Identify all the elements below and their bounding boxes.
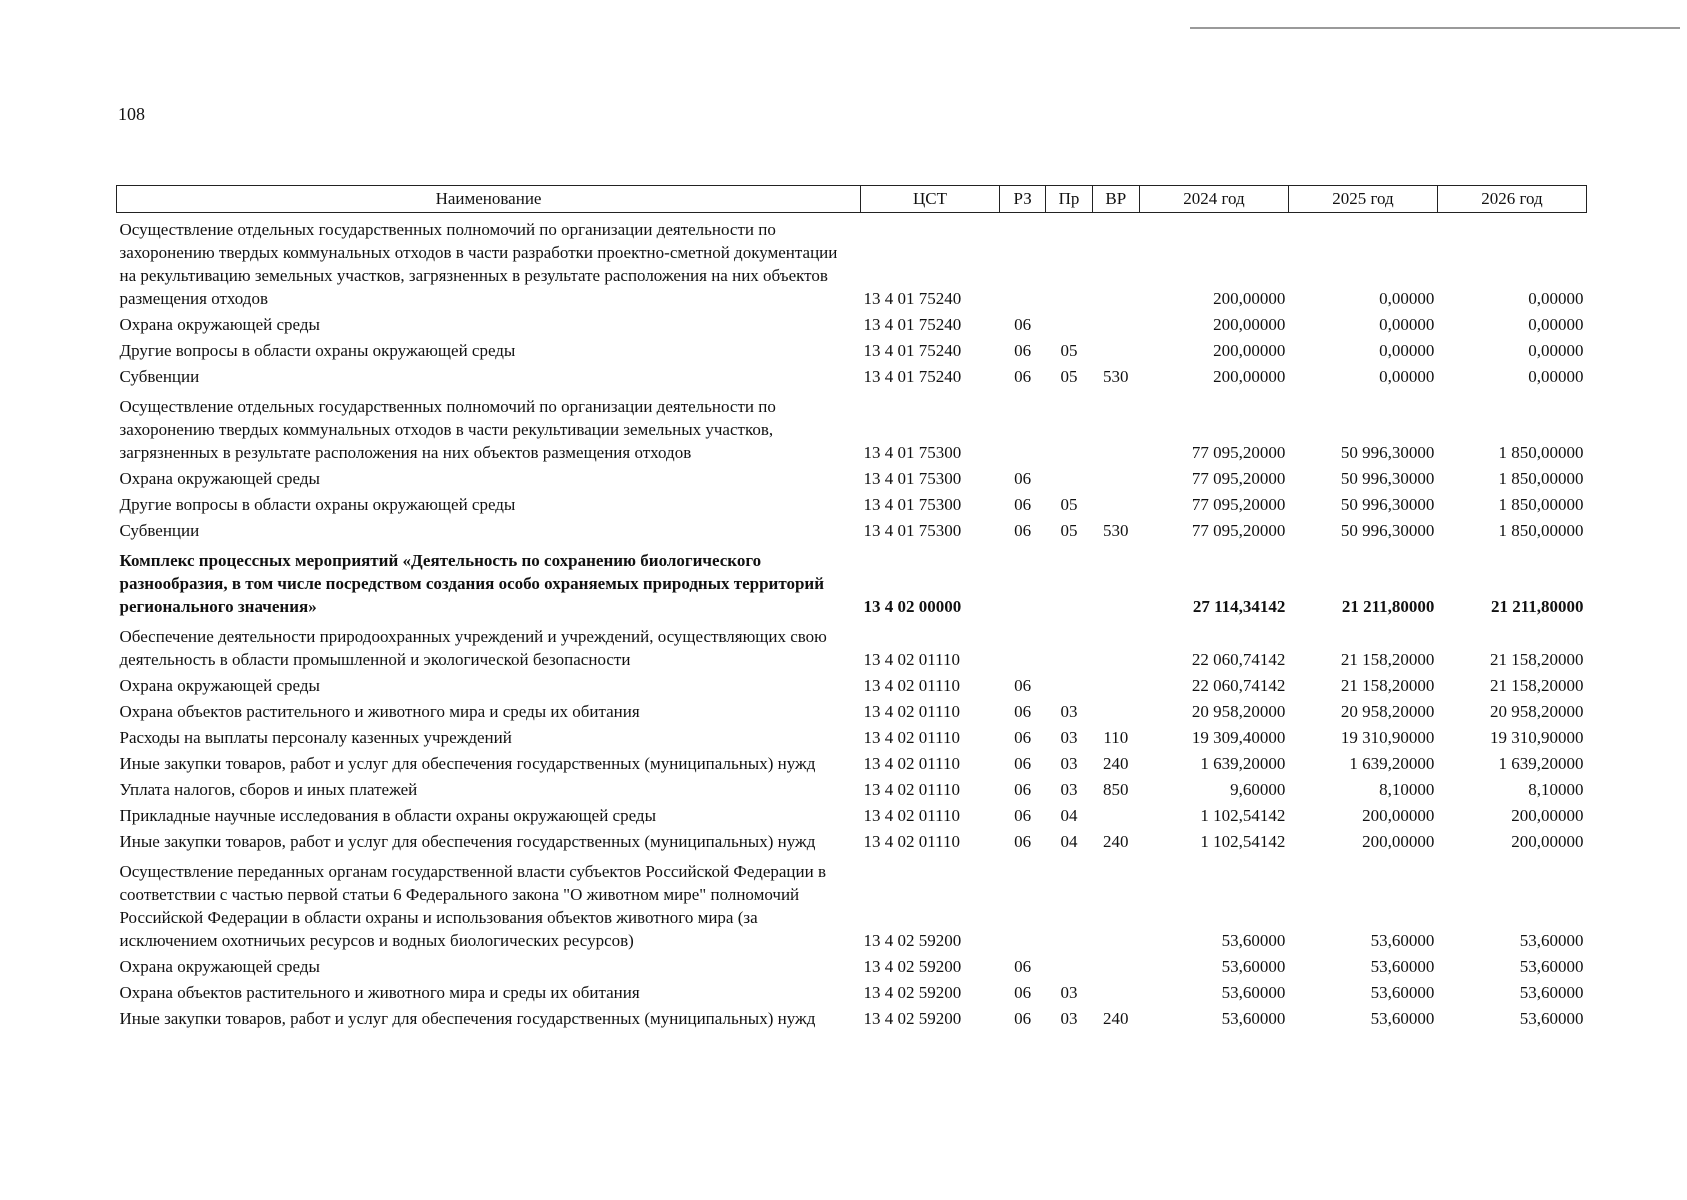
cell-cst: 13 4 02 01110 [863,702,961,721]
cell-cst: 13 4 02 00000 [863,597,962,616]
cell-2026: 1 639,20000 [1498,754,1584,773]
cell-rz: 06 [1014,832,1032,851]
cell-vr [1092,803,1139,829]
cell-pr [1046,466,1092,492]
cell-2025: 50 996,30000 [1340,443,1435,462]
cell-2025: 8,10000 [1379,780,1435,799]
cell-cst: 13 4 01 75240 [863,367,962,386]
table-row [117,829,1587,855]
cell-2024: 200,00000 [1213,289,1286,308]
header-pr: Пр [1046,186,1092,213]
header-2025: 2025 год [1288,186,1437,213]
cell-cst: 13 4 02 01110 [863,650,961,669]
cell-name: Охрана объектов растительного и животного мира и среды их обитания [119,983,640,1002]
cell-2025: 200,00000 [1362,832,1435,851]
header-2024: 2024 год [1139,186,1288,213]
table-row [117,544,1587,620]
cell-pr: 03 [1060,754,1078,773]
cell-rz: 06 [1014,521,1032,540]
cell-vr [1092,544,1139,620]
table-row [117,364,1587,390]
cell-2026: 0,00000 [1528,289,1584,308]
cell-2026: 1 850,00000 [1498,443,1584,462]
cell-name: Субвенции [119,367,200,386]
cell-pr [1046,673,1092,699]
cell-vr [1092,699,1139,725]
cell-2026: 53,60000 [1519,931,1584,950]
cell-name: Расходы на выплаты персоналу казенных учреждений [119,728,512,747]
table-header-row [117,186,1587,213]
cell-rz [999,620,1045,673]
table-row [117,980,1587,1006]
cell-vr [1092,338,1139,364]
cell-vr [1092,466,1139,492]
table-row [117,803,1587,829]
table-row [117,390,1587,466]
cell-vr [1092,492,1139,518]
cell-2026: 53,60000 [1519,983,1584,1002]
cell-pr [1046,620,1092,673]
cell-2026: 200,00000 [1511,832,1584,851]
cell-vr: 850 [1103,780,1129,799]
cell-name: Субвенции [119,521,200,540]
cell-pr: 03 [1060,983,1078,1002]
cell-rz [999,213,1045,313]
cell-2024: 200,00000 [1213,341,1286,360]
cell-vr [1092,213,1139,313]
cell-2026: 53,60000 [1519,957,1584,976]
cell-2024: 22 060,74142 [1191,650,1286,669]
cell-2026: 20 958,20000 [1490,702,1584,721]
cell-cst: 13 4 02 01110 [863,780,961,799]
cell-2026: 1 850,00000 [1498,521,1584,540]
cell-name: Другие вопросы в области охраны окружающей среды [119,341,516,360]
cell-2026: 1 850,00000 [1498,495,1584,514]
cell-2024: 19 309,40000 [1191,728,1286,747]
cell-pr: 03 [1060,780,1078,799]
cell-2026: 53,60000 [1519,1009,1584,1028]
cell-2025: 20 958,20000 [1340,702,1435,721]
cell-rz: 06 [1014,702,1032,721]
cell-pr [1046,390,1092,466]
cell-name: Уплата налогов, сборов и иных платежей [119,780,418,799]
cell-2024: 77 095,20000 [1191,443,1286,462]
cell-pr: 05 [1060,367,1078,386]
cell-2024: 9,60000 [1230,780,1286,799]
cell-2025: 50 996,30000 [1340,521,1435,540]
cell-rz: 06 [1014,469,1032,488]
cell-vr [1092,855,1139,954]
cell-vr [1092,620,1139,673]
cell-cst: 13 4 02 59200 [863,931,962,950]
cell-rz: 06 [1014,315,1032,334]
cell-name: Охрана объектов растительного и животного мира и среды их обитания [119,702,640,721]
cell-cst: 13 4 01 75300 [863,443,962,462]
cell-rz [999,855,1045,954]
table-row [117,777,1587,803]
cell-name: Иные закупки товаров, работ и услуг для обеспечения государственных (муниципальных) нужд [119,1009,816,1028]
cell-rz: 06 [1014,1009,1032,1028]
cell-name: Иные закупки товаров, работ и услуг для обеспечения государственных (муниципальных) нужд [119,832,816,851]
cell-2025: 19 310,90000 [1340,728,1435,747]
cell-2025: 0,00000 [1379,289,1435,308]
header-2026: 2026 год [1437,186,1586,213]
cell-2025: 0,00000 [1379,315,1435,334]
table-body [117,213,1587,1033]
cell-2024: 53,60000 [1221,983,1286,1002]
table-row [117,518,1587,544]
cell-name: Иные закупки товаров, работ и услуг для обеспечения государственных (муниципальных) нужд [119,754,816,773]
cell-2025: 200,00000 [1362,806,1435,825]
cell-pr: 03 [1060,1009,1078,1028]
cell-cst: 13 4 02 01110 [863,806,961,825]
cell-2026: 21 158,20000 [1490,650,1584,669]
cell-vr: 240 [1103,832,1129,851]
cell-2025: 53,60000 [1370,1009,1435,1028]
table-row [117,213,1587,313]
cell-cst: 13 4 02 01110 [863,832,961,851]
cell-rz: 06 [1014,728,1032,747]
cell-vr [1092,980,1139,1006]
cell-2024: 22 060,74142 [1191,676,1286,695]
cell-name: Обеспечение деятельности природоохранных учреждений и учреждений, осуществляющих свою деятельность в области промышленной и экологической безопасности [119,627,827,669]
cell-pr: 03 [1060,702,1078,721]
cell-name: Осуществление отдельных государственных полномочий по организации деятельности по захоронению твердых коммунальных отходов в части разработки проектно-сметной документации на рекультивацию земельных участков, загрязненных в результате расположения на них объектов размещения отходов [119,220,838,308]
cell-cst: 13 4 01 75300 [863,521,962,540]
cell-2024: 200,00000 [1213,315,1286,334]
page-number: 108 [118,104,145,124]
cell-2025: 21 158,20000 [1340,676,1435,695]
cell-pr: 04 [1060,806,1078,825]
table-row [117,466,1587,492]
cell-rz: 06 [1014,495,1032,514]
cell-name: Охрана окружающей среды [119,676,320,695]
table-row [117,855,1587,954]
cell-pr [1046,855,1092,954]
cell-rz: 06 [1014,983,1032,1002]
cell-cst: 13 4 01 75300 [863,469,962,488]
cell-2026: 0,00000 [1528,367,1584,386]
cell-rz: 06 [1014,341,1032,360]
header-rz: РЗ [999,186,1045,213]
cell-name: Прикладные научные исследования в области охраны окружающей среды [119,806,656,825]
cell-vr: 530 [1103,521,1129,540]
cell-2024: 1 102,54142 [1200,806,1286,825]
cell-2026: 21 211,80000 [1490,597,1584,616]
cell-cst: 13 4 01 75240 [863,315,962,334]
cell-vr: 240 [1103,1009,1129,1028]
cell-rz: 06 [1014,754,1032,773]
cell-2025: 1 639,20000 [1349,754,1435,773]
cell-vr: 240 [1103,754,1129,773]
header-name: Наименование [117,186,861,213]
cell-2024: 200,00000 [1213,367,1286,386]
cell-vr [1092,673,1139,699]
cell-rz: 06 [1014,780,1032,799]
cell-2026: 1 850,00000 [1498,469,1584,488]
cell-cst: 13 4 02 59200 [863,1009,962,1028]
cell-2024: 1 102,54142 [1200,832,1286,851]
cell-rz [999,390,1045,466]
cell-rz: 06 [1014,367,1032,386]
cell-pr: 05 [1060,495,1078,514]
cell-2025: 21 211,80000 [1341,597,1435,616]
cell-cst: 13 4 02 59200 [863,957,962,976]
cell-pr: 05 [1060,341,1078,360]
cell-pr [1046,544,1092,620]
table-row [117,954,1587,980]
cell-pr: 05 [1060,521,1078,540]
cell-cst: 13 4 01 75240 [863,341,962,360]
budget-table [116,185,1587,1032]
cell-vr: 110 [1103,728,1129,747]
cell-vr: 530 [1103,367,1129,386]
header-vr: ВР [1092,186,1139,213]
cell-2024: 77 095,20000 [1191,469,1286,488]
cell-cst: 13 4 01 75240 [863,289,962,308]
cell-vr [1092,312,1139,338]
table-row [117,1006,1587,1032]
cell-2025: 50 996,30000 [1340,469,1435,488]
cell-2024: 77 095,20000 [1191,521,1286,540]
cell-cst: 13 4 02 59200 [863,983,962,1002]
cell-2026: 200,00000 [1511,806,1584,825]
cell-cst: 13 4 01 75300 [863,495,962,514]
cell-2026: 8,10000 [1528,780,1584,799]
cell-rz: 06 [1014,957,1032,976]
top-scan-rule [1190,27,1680,29]
cell-2025: 0,00000 [1379,341,1435,360]
cell-vr [1092,954,1139,980]
cell-2026: 19 310,90000 [1490,728,1584,747]
cell-2024: 77 095,20000 [1191,495,1286,514]
table-row [117,338,1587,364]
cell-2025: 53,60000 [1370,957,1435,976]
cell-name: Другие вопросы в области охраны окружающей среды [119,495,516,514]
table-row [117,492,1587,518]
cell-2025: 0,00000 [1379,367,1435,386]
table-row [117,673,1587,699]
table-row [117,751,1587,777]
cell-2024: 27 114,34142 [1192,597,1286,616]
cell-2024: 20 958,20000 [1191,702,1286,721]
cell-name: Комплекс процессных мероприятий «Деятельность по сохранению биологического разнообразия, в том числе посредством создания особо охраняемых природных территорий регионального значения» [119,551,825,616]
cell-pr: 03 [1060,728,1078,747]
cell-2026: 21 158,20000 [1490,676,1584,695]
cell-rz: 06 [1014,806,1032,825]
cell-rz [999,544,1045,620]
cell-pr: 04 [1060,832,1078,851]
cell-2024: 53,60000 [1221,957,1286,976]
cell-rz: 06 [1014,676,1032,695]
cell-cst: 13 4 02 01110 [863,676,961,695]
cell-name: Охрана окружающей среды [119,957,320,976]
table-row [117,725,1587,751]
table-row [117,312,1587,338]
cell-2025: 21 158,20000 [1340,650,1435,669]
cell-2024: 1 639,20000 [1200,754,1286,773]
cell-vr [1092,390,1139,466]
cell-2026: 0,00000 [1528,315,1584,334]
cell-2025: 50 996,30000 [1340,495,1435,514]
cell-cst: 13 4 02 01110 [863,754,961,773]
cell-2024: 53,60000 [1221,1009,1286,1028]
table-row [117,699,1587,725]
cell-cst: 13 4 02 01110 [863,728,961,747]
cell-2026: 0,00000 [1528,341,1584,360]
cell-pr [1046,954,1092,980]
cell-name: Охрана окружающей среды [119,315,320,334]
cell-name: Охрана окружающей среды [119,469,320,488]
cell-2025: 53,60000 [1370,983,1435,1002]
cell-2024: 53,60000 [1221,931,1286,950]
header-cst: ЦСТ [861,186,1000,213]
cell-pr [1046,213,1092,313]
cell-name: Осуществление отдельных государственных полномочий по организации деятельности по захоронению твердых коммунальных отходов в части рекультивации земельных участков, загрязненных в результате расположения на них объектов размещения отходов [119,397,776,462]
cell-name: Осуществление переданных органам государственной власти субъектов Российской Федерации в соответствии с частью первой статьи 6 Федерального закона "О животном мире" полномочий Российской Федерации в области охраны и использования объектов животного мира (за исключением охотничьих ресурсов и водных биологических ресурсов) [119,862,826,950]
cell-2025: 53,60000 [1370,931,1435,950]
cell-pr [1046,312,1092,338]
table-row [117,620,1587,673]
